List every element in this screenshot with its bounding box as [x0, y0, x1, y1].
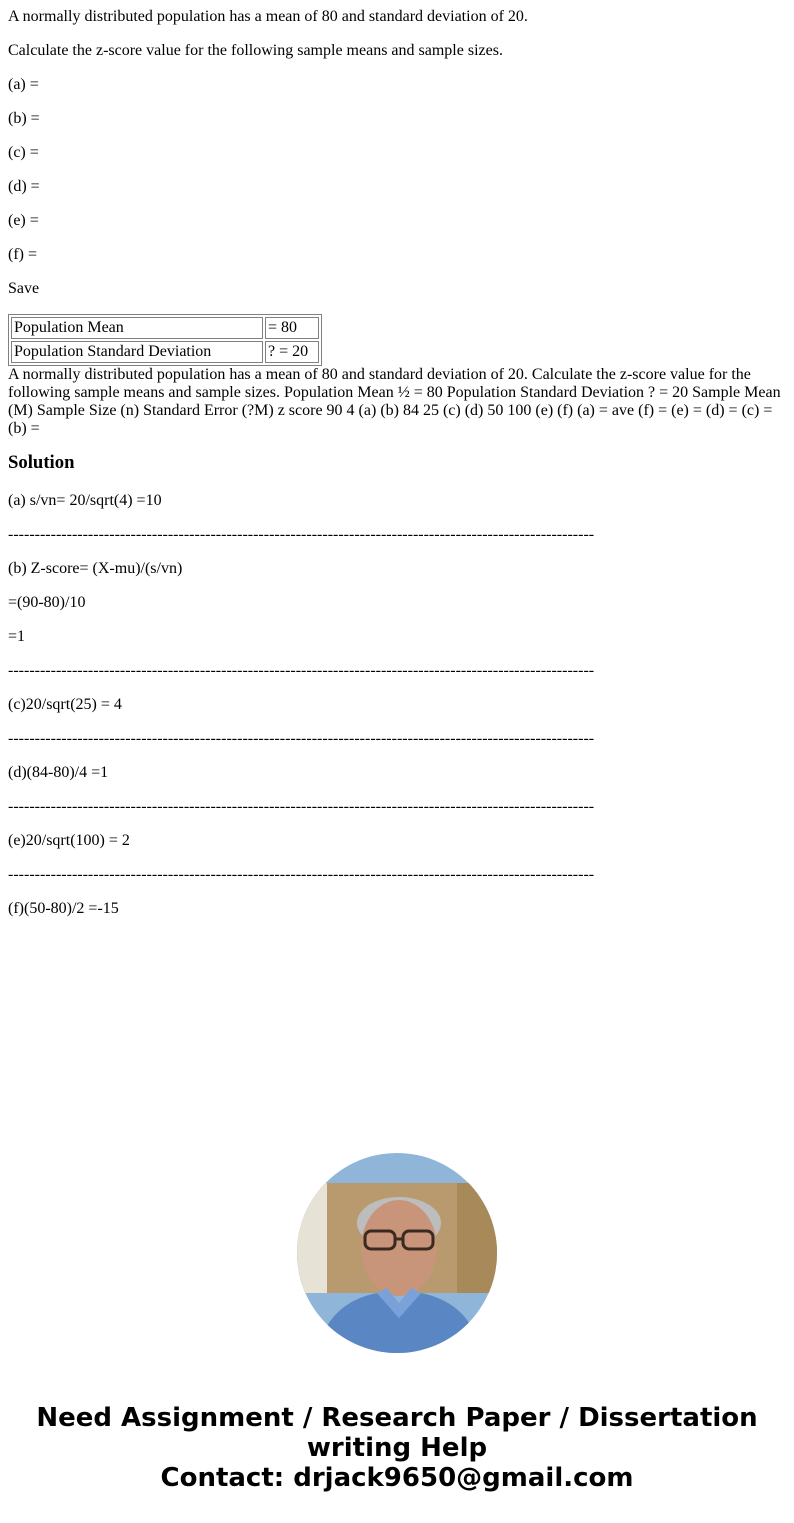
solution-line: (b) Z-score= (X-mu)/(s/vn) — [8, 560, 183, 577]
document-body — [8, 8, 786, 934]
solution-line: (c)20/sqrt(25) = 4 — [8, 696, 122, 713]
separator-line: -------------------------------------------------------------------------------------------------------------- — [8, 798, 595, 815]
part-f: (f) = — [8, 246, 38, 263]
promo-contact[interactable]: Contact: drjack9650@gmail.com — [160, 1463, 634, 1493]
solution-line: =(90-80)/10 — [8, 594, 86, 611]
solution-body — [8, 492, 786, 918]
solution-heading: Solution — [8, 452, 75, 473]
question-full-text: A normally distributed population has a mean of 80 and standard deviation of 20. Calculate the z-score value for the following sample means and sample sizes. Population Mean ½ = 80 Population Standard Deviation ? = 20 Sample Mean (M) Sample Size (n) Standard Error (?M) z score 90 4 (a) (b) 84 25 (c) (d) 50 100 (e) (f) (a) = ave (f) = (e) = (d) = (c) = (b) = — [8, 366, 781, 437]
table-cell-value: ? = 20 — [265, 341, 319, 363]
solution-line: (f)(50-80)/2 =-15 — [8, 900, 119, 917]
save-link[interactable]: Save — [8, 280, 40, 297]
solution-line: =1 — [8, 628, 26, 645]
table-cell-label: Population Mean — [11, 317, 263, 339]
table-row — [11, 317, 319, 339]
separator-line: -------------------------------------------------------------------------------------------------------------- — [8, 866, 595, 883]
part-c: (c) = — [8, 144, 39, 161]
part-d: (d) = — [8, 178, 40, 195]
part-b: (b) = — [8, 110, 40, 127]
promo-line: writing Help — [306, 1433, 488, 1463]
promo-banner — [0, 1403, 794, 1493]
solution-line: (d)(84-80)/4 =1 — [8, 764, 109, 781]
solution-line: (e)20/sqrt(100) = 2 — [8, 832, 130, 849]
tutor-photo-icon — [297, 1153, 497, 1353]
separator-line: -------------------------------------------------------------------------------------------------------------- — [8, 526, 595, 543]
tutor-photo-icon — [297, 1153, 497, 1353]
solution-line: (a) s/vn= 20/sqrt(4) =10 — [8, 492, 162, 509]
part-e: (e) = — [8, 212, 39, 229]
question-intro: A normally distributed population has a mean of 80 and standard deviation of 20. — [8, 8, 528, 25]
question-instruction: Calculate the z-score value for the following sample means and sample sizes. — [8, 42, 503, 59]
separator-line: -------------------------------------------------------------------------------------------------------------- — [8, 662, 595, 679]
parameters-table — [8, 314, 322, 366]
part-a: (a) = — [8, 76, 39, 93]
separator-line: -------------------------------------------------------------------------------------------------------------- — [8, 730, 595, 747]
table-row — [11, 341, 319, 363]
promo-line: Need Assignment / Research Paper / Dissertation — [36, 1403, 758, 1433]
table-cell-label: Population Standard Deviation — [11, 341, 263, 363]
table-cell-value: = 80 — [265, 317, 319, 339]
